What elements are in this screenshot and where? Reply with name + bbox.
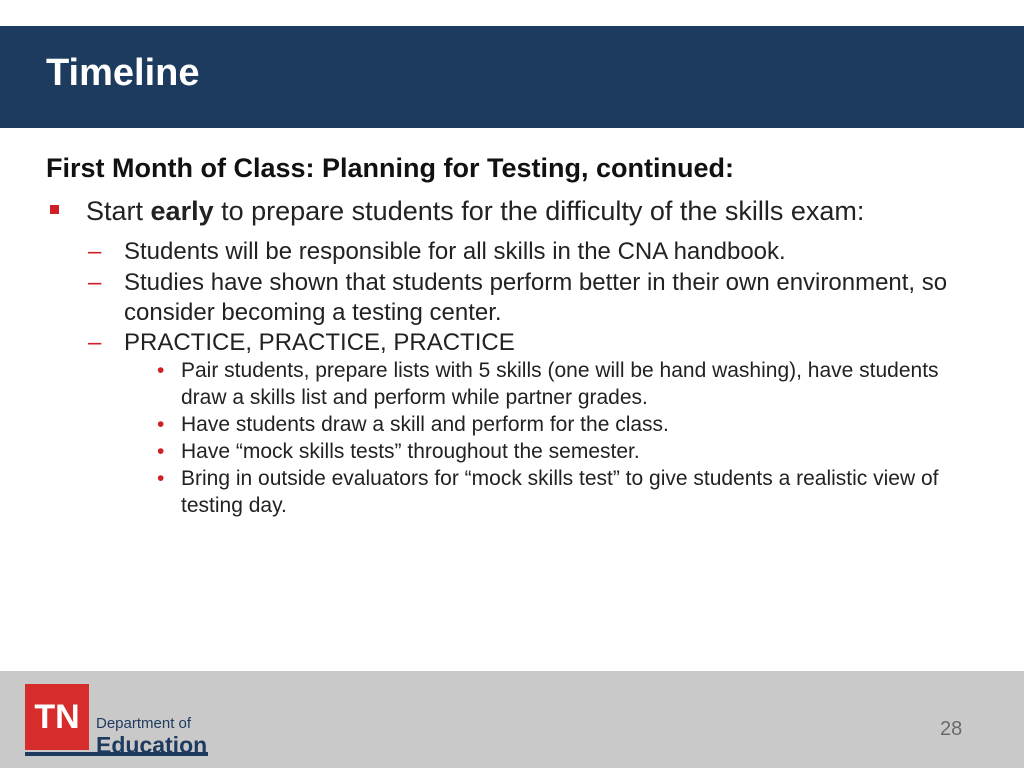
dash-bullet-icon: – bbox=[88, 268, 102, 296]
slide-title: Timeline bbox=[46, 52, 200, 94]
dot-bullet-icon: • bbox=[157, 359, 165, 383]
practice-item bbox=[157, 439, 986, 466]
sub-item-text: PRACTICE, PRACTICE, PRACTICE bbox=[124, 329, 515, 357]
tn-logo: TN bbox=[25, 684, 89, 750]
logo-dept-text: Department of bbox=[96, 715, 192, 732]
logo-edu-text: Education bbox=[96, 732, 208, 758]
bullet-suffix: to prepare students for the difficulty of the skills exam: bbox=[213, 196, 865, 227]
practice-item-text: Have “mock skills tests” throughout the semester. bbox=[181, 440, 640, 464]
bullet-prefix: Start bbox=[86, 196, 151, 227]
dash-bullet-icon: – bbox=[88, 329, 102, 357]
dash-bullet-icon: – bbox=[88, 238, 102, 266]
bullet-emphasis: early bbox=[150, 196, 214, 227]
sub-item bbox=[88, 268, 986, 328]
dot-bullet-icon: • bbox=[157, 466, 165, 490]
practice-item bbox=[157, 466, 986, 520]
practice-item bbox=[157, 412, 986, 439]
dot-bullet-icon: • bbox=[157, 413, 165, 437]
practice-item bbox=[157, 358, 986, 412]
level1-bullet-item bbox=[46, 194, 986, 229]
slide-content bbox=[46, 152, 986, 520]
dot-bullet-icon: • bbox=[157, 440, 165, 464]
square-bullet-icon bbox=[50, 205, 59, 214]
sub-item-text: Studies have shown that students perform better in their own environment, so consider becoming a testing center. bbox=[124, 268, 948, 326]
practice-item-text: Have students draw a skill and perform for the class. bbox=[181, 413, 669, 437]
subheading: First Month of Class: Planning for Testing, continued: bbox=[46, 153, 734, 183]
sub-item-text: Students will be responsible for all skills in the CNA handbook. bbox=[124, 238, 786, 266]
practice-item-text: Pair students, prepare lists with 5 skills (one will be hand washing), have students draw a skills list and perform while partner grades. bbox=[181, 359, 939, 410]
sub-item bbox=[88, 237, 986, 267]
practice-item-text: Bring in outside evaluators for “mock skills test” to give students a realistic view of testing day. bbox=[181, 466, 939, 517]
sub-item bbox=[88, 328, 986, 358]
page-number: 28 bbox=[940, 718, 963, 740]
